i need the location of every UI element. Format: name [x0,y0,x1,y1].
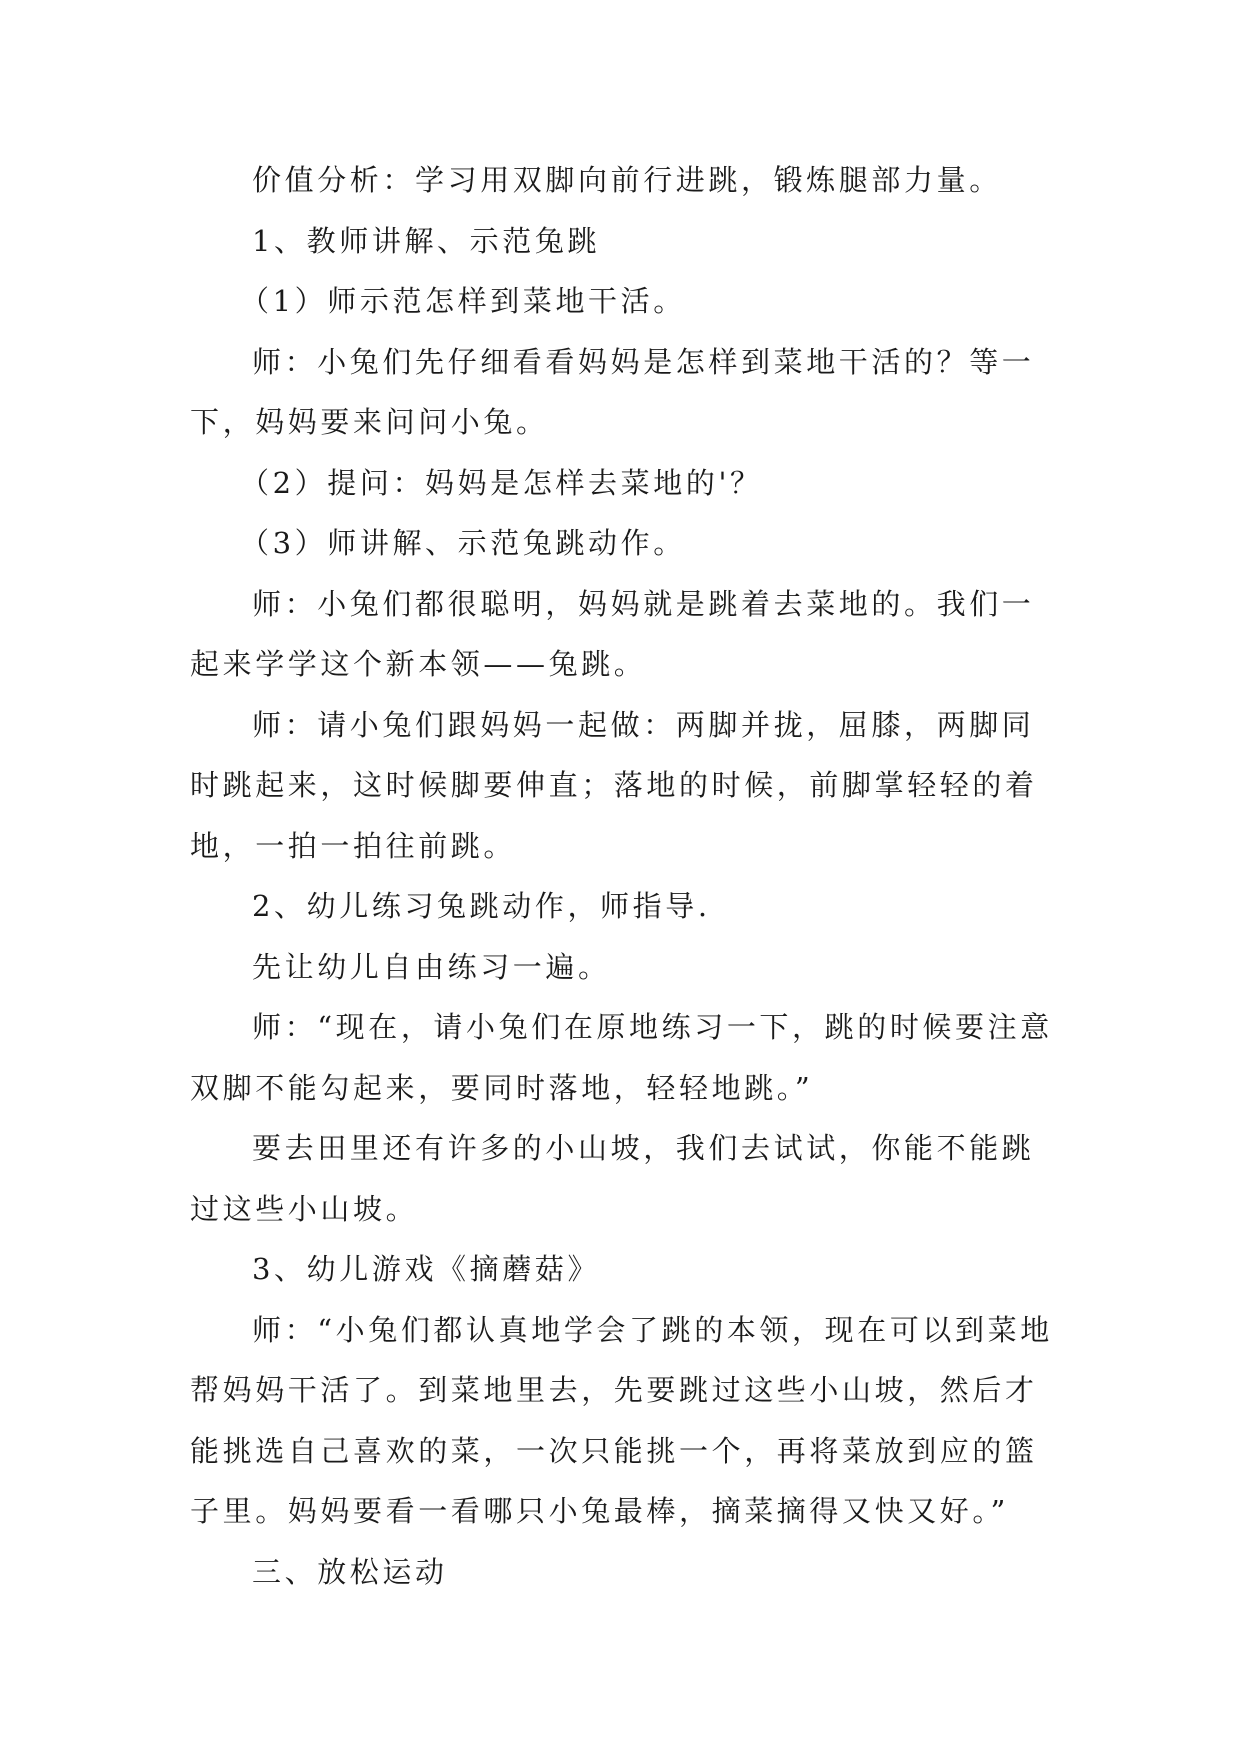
paragraph-section-3-heading: 三、放松运动 [252,1554,448,1589]
paragraph-teacher-line-5: 师：“小兔们都认真地学会了跳的本领，现在可以到菜地帮妈妈干活了。到菜地里去，先要跳过这些小山坡，然后才能挑选自己喜欢的菜，一次只能挑一个，再将菜放到应的篮子里。妈妈要看一看哪只小兔最棒，摘菜摘得又快又好。” [190,1312,1053,1528]
paragraph-teacher-line-1: 师：小兔们先仔细看看妈妈是怎样到菜地干活的？等一下，妈妈要来问问小兔。 [190,344,1035,439]
paragraph-hills: 要去田里还有许多的小山坡，我们去试试，你能不能跳过这些小山坡。 [190,1131,1035,1226]
paragraph-step-2-heading: 2、幼儿练习兔跳动作，师指导. [252,889,711,923]
paragraph-teacher-line-4: 师：“现在，请小兔们在原地练习一下，跳的时候要注意双脚不能勾起来，要同时落地，轻轻地跳。” [190,1010,1053,1105]
paragraph-substep-1: （1）师示范怎样到菜地干活。 [240,284,686,318]
paragraph-value-analysis: 价值分析：学习用双脚向前行进跳，锻炼腿部力量。 [252,163,1002,197]
paragraph-teacher-line-2: 师：小兔们都很聪明，妈妈就是跳着去菜地的。我们一起来学学这个新本领——兔跳。 [190,586,1035,681]
paragraph-step-3-heading: 3、幼儿游戏《摘蘑菇》 [252,1252,601,1286]
paragraph-substep-3: （3）师讲解、示范兔跳动作。 [240,526,686,560]
document-body [190,150,1056,1602]
paragraph-teacher-line-3: 师：请小兔们跟妈妈一起做：两脚并拢，屈膝，两脚同时跳起来，这时候脚要伸直；落地的时候，前脚掌轻轻的着地，一拍一拍往前跳。 [190,707,1038,863]
paragraph-free-practice: 先让幼儿自由练习一遍。 [252,949,611,984]
paragraph-step-1-heading: 1、教师讲解、示范兔跳 [252,223,601,258]
paragraph-substep-2: （2）提问：妈妈是怎样去菜地的'？ [240,465,763,500]
